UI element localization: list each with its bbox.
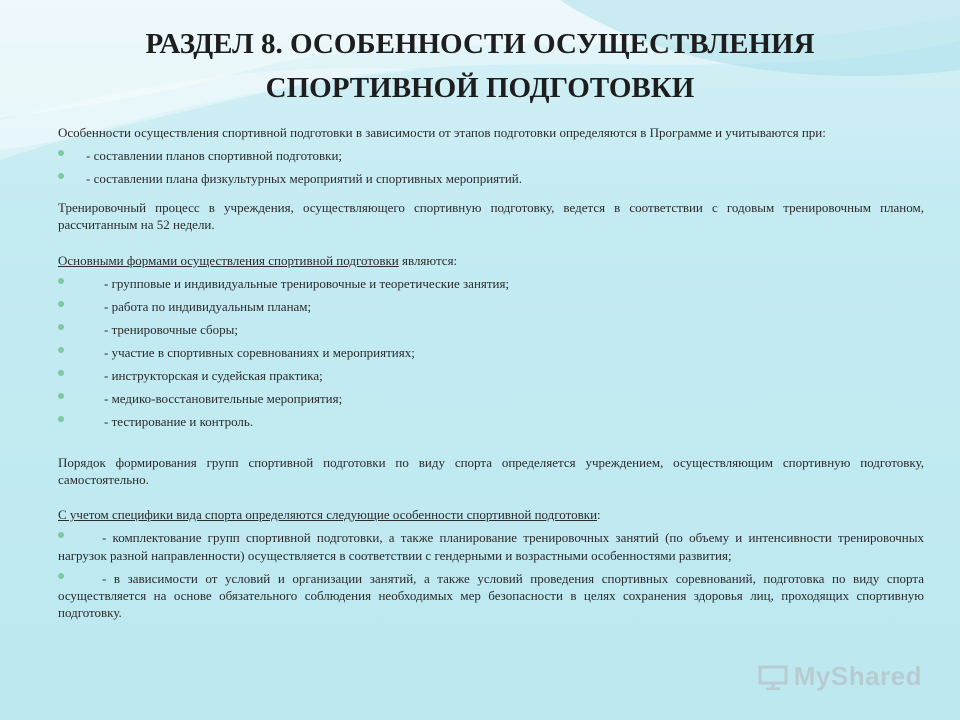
forms-bullet (58, 413, 924, 436)
bullet-text: - комплектование групп спортивной подготовки, а также планирование тренировочных занятий (по объему и интенсивности тренировочных нагрузок разной направленности) осуществляется в соответствии с гендерными и возрастными особенностями развития; (58, 530, 924, 563)
forms-bullet (58, 367, 924, 390)
bullet-icon (58, 370, 64, 376)
bullet-icon (58, 347, 64, 353)
bullet-text: - тестирование и контроль. (104, 413, 254, 429)
bullet-icon (58, 416, 64, 422)
forms-bullet (58, 344, 924, 367)
forms-bullet (58, 275, 924, 298)
bullet-text: - тренировочные сборы; (104, 321, 238, 337)
forms-bullet (58, 390, 924, 413)
intro-bullet (58, 147, 924, 170)
bullet-icon (58, 532, 64, 538)
bullet-icon (58, 150, 64, 156)
intro-paragraph: Особенности осуществления спортивной подготовки в зависимости от этапов подготовки определяются в Программе и учитываются при: (58, 125, 826, 140)
specifics-heading (58, 506, 924, 523)
bullet-text: - составлении плана физкультурных мероприятий и спортивных мероприятий. (86, 171, 522, 187)
specifics-bullet (58, 529, 924, 563)
title-line-2: СПОРТИВНОЙ ПОДГОТОВКИ (265, 72, 695, 104)
bullet-text: - работа по индивидуальным планам; (104, 298, 312, 314)
training-process-paragraph: Тренировочный процесс в учреждения, осуществляющего спортивную подготовку, ведется в соответствии с годовым тренировочным планом, рассчитанным на 52 недели. (58, 200, 924, 233)
content-body (58, 124, 924, 621)
bullet-text: - инструкторская и судейская практика; (104, 367, 323, 383)
specifics-heading-underlined: С учетом специфики вида спорта определяются следующие особенности спортивной подготовки (58, 507, 598, 523)
watermark-logo (758, 661, 922, 692)
specifics-bullet (58, 570, 924, 622)
bullet-text: - в зависимости от условий и организации занятий, а также условий проведения спортивных соревнований, подготовка по виду спорта осуществляется на основе обязательного соблюдения необходимых мер безопасности в целях сохранения здоровья лиц, проходящих спортивную подготовку. (58, 570, 924, 621)
bullet-icon (58, 278, 64, 284)
bullet-icon (58, 324, 64, 330)
groups-paragraph: Порядок формирования групп спортивной подготовки по виду спорта определяется учреждением, осуществляющим спортивную подготовку, самостоятельно. (58, 454, 924, 488)
bullet-icon (58, 393, 64, 399)
title-line-1: РАЗДЕЛ 8. ОСОБЕННОСТИ ОСУЩЕСТВЛЕНИЯ (145, 28, 815, 60)
forms-heading (58, 252, 924, 269)
bullet-text: - групповые и индивидуальные тренировочные и теоретические занятия; (104, 275, 510, 291)
specifics-heading-rest: : (597, 507, 601, 523)
bullet-text: - составлении планов спортивной подготовки; (86, 148, 343, 164)
forms-heading-underlined: Основными формами осуществления спортивной подготовки (58, 252, 399, 268)
bullet-text: - медико-восстановительные мероприятия; (104, 390, 343, 406)
presentation-icon (758, 664, 788, 690)
intro-bullet (58, 170, 924, 193)
page-title (60, 22, 900, 110)
watermark-text: MyShared (793, 661, 922, 691)
forms-bullet (58, 298, 924, 321)
bullet-text: - участие в спортивных соревнованиях и мероприятиях; (104, 344, 415, 360)
forms-heading-rest: являются: (398, 252, 458, 268)
bullet-icon (58, 173, 64, 179)
forms-bullet (58, 321, 924, 344)
bullet-icon (58, 301, 64, 307)
bullet-icon (58, 573, 64, 579)
